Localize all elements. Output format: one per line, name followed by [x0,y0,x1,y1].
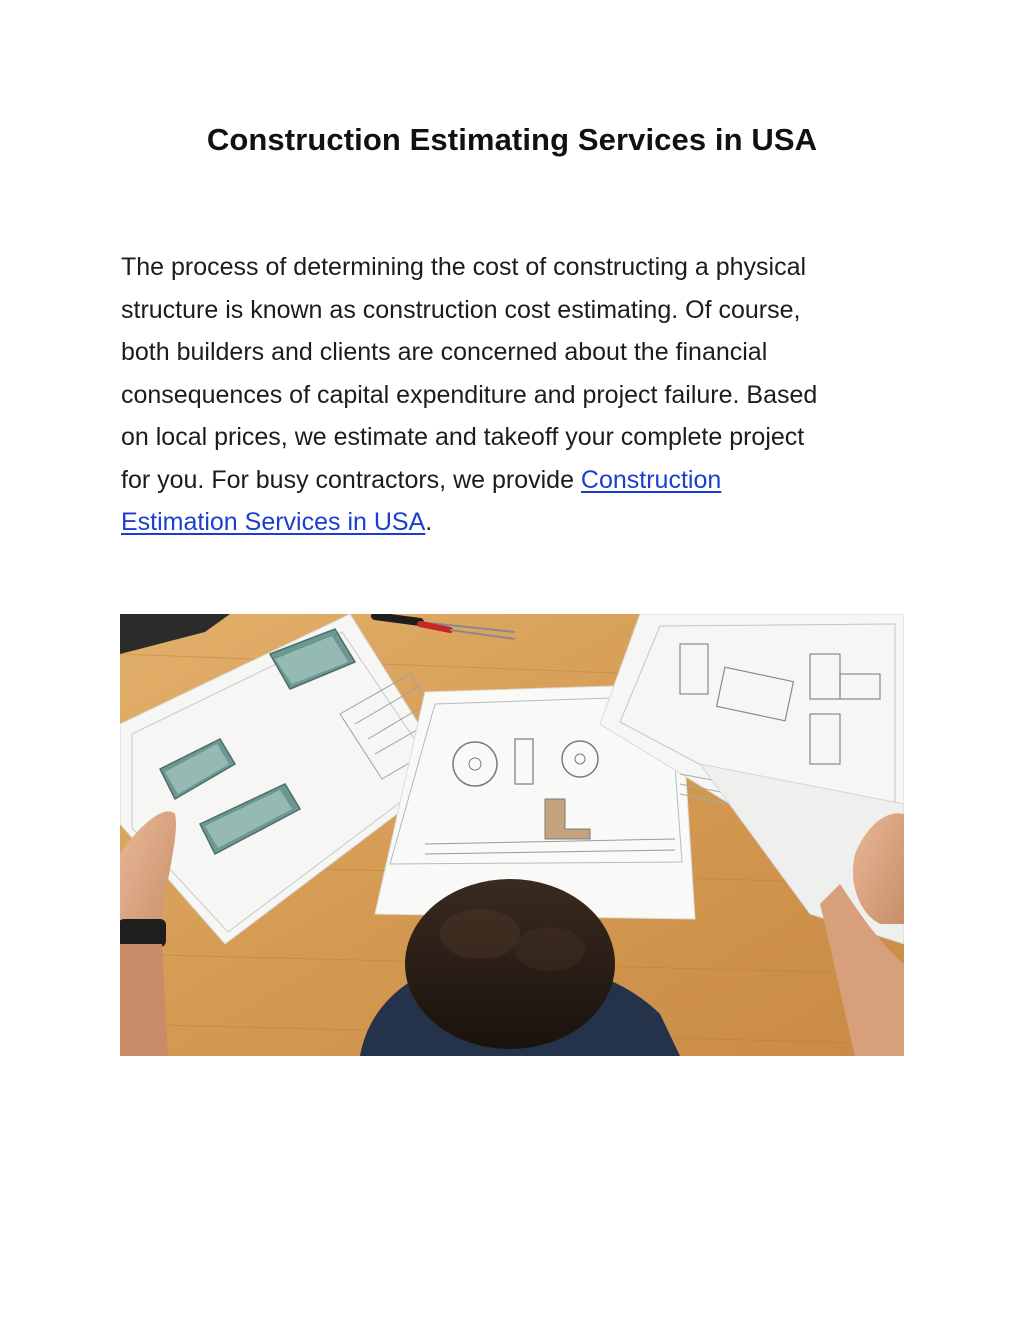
body-paragraph [121,246,911,544]
paragraph-line: consequences of capital expenditure and project failure. Based [121,380,818,409]
blueprints-photo-illustration [120,614,904,1056]
paragraph-line-with-link [121,501,911,544]
paragraph-line: both builders and clients are concerned about the financial [121,338,768,366]
paragraph-period: . [425,508,433,536]
paragraph-line: on local prices, we estimate and takeoff your complete project [121,423,805,451]
page-title: Construction Estimating Services in USA [206,122,818,157]
blueprints-photo [120,614,904,1056]
paragraph-line-with-link [121,459,911,502]
paragraph-line: structure is known as construction cost estimating. Of course, [121,295,801,324]
wristwatch [120,919,166,947]
paragraph-line: The process of determining the cost of constructing a physical [121,253,807,281]
paragraph-line: for you. For busy contractors, we provide [121,465,581,494]
construction-estimation-link[interactable]: Construction [580,465,722,494]
construction-estimation-link-continued[interactable]: Estimation Services in USA [121,508,426,536]
